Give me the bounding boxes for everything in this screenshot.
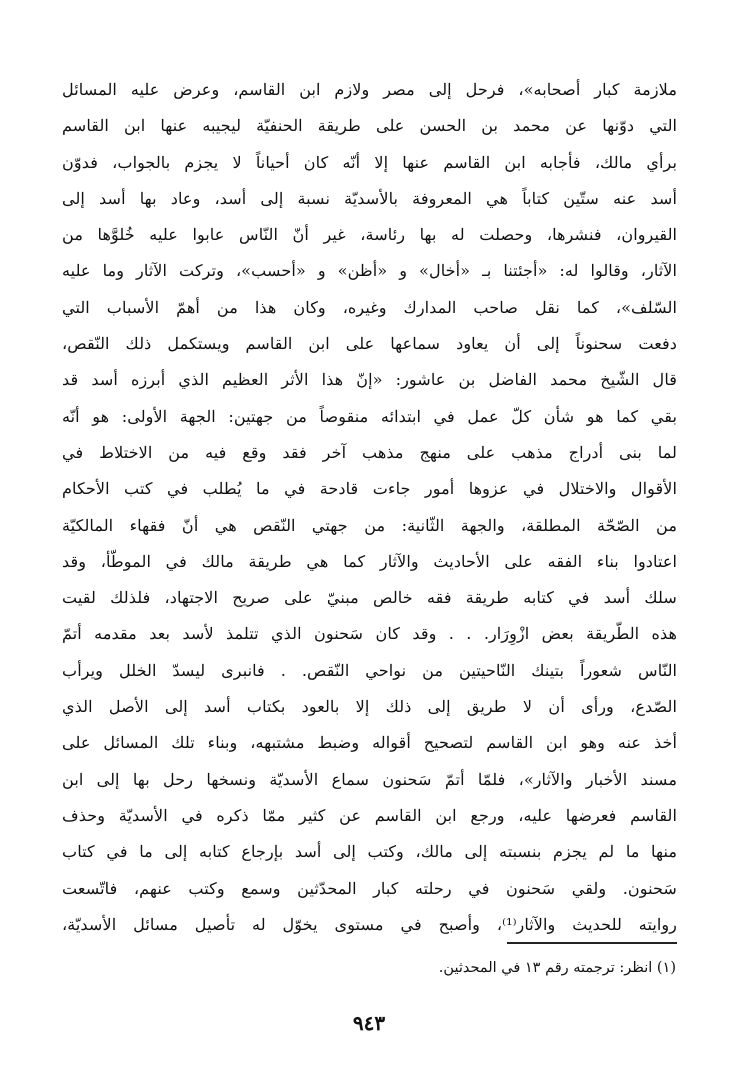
- text-line: من الصّحّة المطلقة، والجهة الثّانية: من جهتي النّقص هي أنّ فقهاء المالكيّة: [62, 515, 677, 535]
- text-line: الآثار، وقالوا له: «أجئتنا بـ «أخال» و «أظن» و «أحسب»، وتركت الآثار وما عليه: [62, 261, 677, 281]
- text-line: اعتادوا بناء الفقه على الأحاديث والآثار كما هي طريقة مالك في الموطّأ، وقد: [62, 551, 677, 571]
- text-line: القيروان، فنشرها، وحصلت له بها رئاسة، غير أنّ النّاس عابوا عليه خُلوَّها من: [62, 225, 677, 245]
- text-line: برأي مالك، فأجابه ابن القاسم عنها إلا أنّه كان أحياناً لا يجزم بالجواب، فدوّن: [62, 152, 677, 172]
- footnote-separator: [507, 942, 677, 944]
- text-line: التي دوّنها عن محمد بن الحسن على طريقة الحنفيّة ليجيبه عنها ابن القاسم: [62, 116, 677, 136]
- text-line: مسند الأخبار والآثار»، فلمّا أتمّ سَحنون سماع الأسديّة ونسخها رحل بها إلى ابن: [62, 769, 677, 789]
- text-line: النّاس شعوراً بتينك النّاحيتين من نواحي النّقص. . فانبرى ليسدّ الخلل ويرأب: [62, 660, 677, 680]
- footnote: (١) انظر: ترجمته رقم ١٣ في المحدثين.: [438, 960, 676, 976]
- text-line: بقي كما هو شأن كلّ عمل في ابتدائه منقوصاً من جهتين: الجهة الأولى: هو أنّه: [62, 406, 677, 426]
- text-line: دفعت سحنوناً إلى أن يعاود سماعها على ابن القاسم ويستكمل ذلك النّقص،: [62, 334, 677, 354]
- text-line: سَحنون. ولقي سَحنون في رحلته كبار المحدّثين وسمع وكتب عنهم، فاتّسعت: [62, 878, 677, 898]
- text-line: سلك أسد في كتابه طريقة فقه خالص مبنيّ على صريح الاجتهاد، فلذلك لقيت: [62, 588, 677, 608]
- body-text: [62, 72, 677, 943]
- text-line: القاسم فعرضها عليه، ورجع ابن القاسم عن كثير ممّا ذكره في الأسديّة وحذف: [62, 805, 677, 825]
- text-line: قال الشّيخ محمد الفاضل بن عاشور: «إنّ هذا الأثر العظيم الذي أبرزه أسد قد: [62, 370, 677, 390]
- text-line: الأقوال والاختلال في عزوها أمور جاءت قادحة في ما يُطلب في كتب الأحكام: [62, 479, 677, 499]
- text-line: هذه الطّريقة بعض ازْوِرَار. . . وقد كان سَحنون الذي تتلمذ لأسد بعد مقدمه أتمّ: [62, 624, 677, 644]
- text-line: منها ما لم يجزم بنسبته إلى مالك، وكتب إلى أسد بإرجاع كتابه إلى ما في كتاب: [62, 842, 677, 862]
- text-line: أسد عنه ستّين كتاباً هي المعروفة بالأسديّة نسبة إلى أسد، وعاد بها أسد إلى: [62, 188, 677, 208]
- text-line: الصّدع، ورأى أن لا طريق إلى ذلك إلا بالعود بكتاب أسد إلى الأصل الذي: [62, 697, 677, 717]
- text-line: ملازمة كبار أصحابه»، فرحل إلى مصر ولازم ابن القاسم، وعرض عليه المسائل: [62, 80, 677, 99]
- text-line: لما بنى أدراج مذهب على منهج مذهب آخر فقد وقع فيه من الاختلاط في: [62, 442, 677, 462]
- text-line: أخذ عنه وهو ابن القاسم لتصحيح أقواله وضبط مشتبهه، وبناء تلك المسائل على: [62, 733, 677, 753]
- page-number: ٩٤٣: [352, 1011, 386, 1035]
- text-line: السّلف»، كما نقل صاحب المدارك وغيره، وكان هذا من أهمّ الأسباب التي: [62, 297, 677, 317]
- text-line: روايته للحديث والآثار⁽¹⁾، وأصبح في مستوى يخوّل له تأصيل مسائل الأسديّة،: [62, 914, 677, 934]
